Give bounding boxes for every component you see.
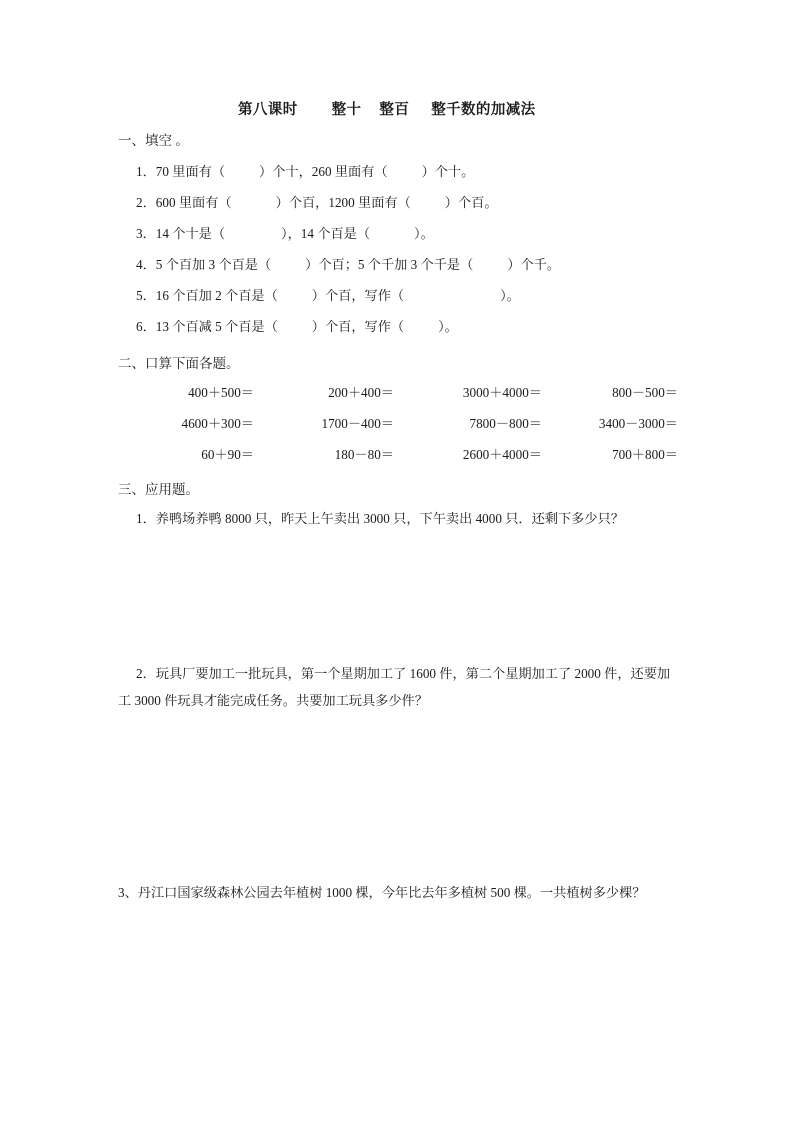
answer-space-problem-1[interactable] (118, 530, 678, 655)
calc-cell[interactable]: 200＋400＝ (328, 385, 394, 400)
section-heading-fill-in-blank: 一、填空 。 (118, 133, 189, 148)
title-lesson: 第八课时 (238, 102, 298, 118)
fill-item-6-part-b: ）个百，写作（ (311, 319, 405, 334)
fill-item-1-part-c: ）个十。 (421, 164, 475, 179)
fill-item-1-part-b: ）个十，260 里面有（ (259, 164, 388, 179)
fill-item-1 (136, 162, 474, 182)
answer-space-problem-3[interactable] (118, 905, 678, 1085)
title-topic-c: 整千数的加减法 (431, 102, 536, 118)
application-problem-2-number: 2． (136, 666, 156, 681)
application-problem-2-text: 玩具厂要加工一批玩具，第一个星期加工了 1600 件，第二个星期加工了 2000 件，还要加工 3000 件玩具才能完成任务。共要加工玩具多少件？ (118, 666, 671, 708)
fill-item-2 (136, 193, 498, 213)
fill-item-4-part-c: ）个千。 (507, 257, 561, 272)
fill-item-5-part-b: ）个百，写作（ (311, 288, 405, 303)
fill-item-4-part-a: 5 个百加 3 个百是（ (155, 257, 272, 272)
oral-calculation-grid (118, 383, 678, 476)
calc-cell[interactable]: 2600＋4000＝ (462, 447, 542, 462)
application-problem-1 (136, 505, 674, 532)
title-topic-b: 整百 (379, 102, 410, 118)
page-title (238, 100, 536, 120)
application-problem-3-number: 3、 (118, 885, 138, 900)
calc-cell[interactable]: 3400－3000＝ (598, 416, 678, 431)
title-topic-a: 整十 (331, 102, 362, 118)
fill-item-1-number: 1． (136, 164, 156, 179)
calc-cell[interactable]: 3000＋4000＝ (462, 385, 542, 400)
fill-item-3-part-c: ）。 (414, 226, 434, 241)
fill-item-6-part-c: ）。 (438, 319, 458, 334)
section-heading-application: 三、应用题。 (118, 482, 199, 497)
fill-item-2-part-b: ）个百，1200 里面有（ (275, 195, 411, 210)
calc-cell[interactable]: 1700－400＝ (321, 416, 394, 431)
fill-item-2-number: 2． (136, 195, 156, 210)
fill-item-5-number: 5． (136, 288, 156, 303)
application-problem-1-number: 1． (136, 511, 156, 526)
fill-item-3-part-a: 14 个十是（ (155, 226, 226, 241)
calc-cell[interactable]: 400＋500＝ (188, 385, 254, 400)
fill-item-3-part-b: ），14 个百是（ (281, 226, 371, 241)
application-problem-1-text: 养鸭场养鸭 8000 只，昨天上午卖出 3000 只，下午卖出 4000 只．还剩下多少只？ (155, 511, 624, 526)
fill-item-2-part-a: 600 里面有（ (155, 195, 232, 210)
calc-cell[interactable]: 4600＋300＝ (181, 416, 254, 431)
application-problem-3-text: 丹江口国家级森林公园去年植树 1000 棵，今年比去年多植树 500 棵。一共植树多少棵？ (137, 885, 646, 900)
fill-item-5-part-a: 16 个百加 2 个百是（ (155, 288, 278, 303)
fill-item-4-number: 4． (136, 257, 156, 272)
application-problem-2 (118, 660, 674, 714)
answer-space-problem-2[interactable] (118, 720, 678, 875)
fill-item-6 (136, 317, 458, 337)
calc-cell[interactable]: 7800－800＝ (469, 416, 542, 431)
calc-row (118, 383, 678, 414)
calc-cell[interactable]: 700＋800＝ (612, 447, 678, 462)
application-problem-3 (118, 879, 678, 906)
fill-item-6-part-a: 13 个百减 5 个百是（ (155, 319, 278, 334)
calc-cell[interactable]: 60＋90＝ (201, 447, 254, 462)
fill-item-2-part-c: ）个百。 (444, 195, 498, 210)
fill-item-3 (136, 224, 434, 244)
calc-row (118, 414, 678, 445)
calc-row (118, 445, 678, 476)
fill-item-3-number: 3． (136, 226, 156, 241)
calc-cell[interactable]: 180－80＝ (334, 447, 394, 462)
fill-item-5-part-c: ）。 (500, 288, 520, 303)
fill-item-1-part-a: 70 里面有（ (155, 164, 226, 179)
fill-item-6-number: 6． (136, 319, 156, 334)
fill-item-4 (136, 255, 560, 275)
fill-item-4-part-b: ）个百；5 个千加 3 个千是（ (305, 257, 474, 272)
fill-item-5 (136, 286, 520, 306)
calc-cell[interactable]: 800－500＝ (612, 385, 678, 400)
section-heading-oral-calculation: 二、口算下面各题。 (118, 356, 240, 371)
